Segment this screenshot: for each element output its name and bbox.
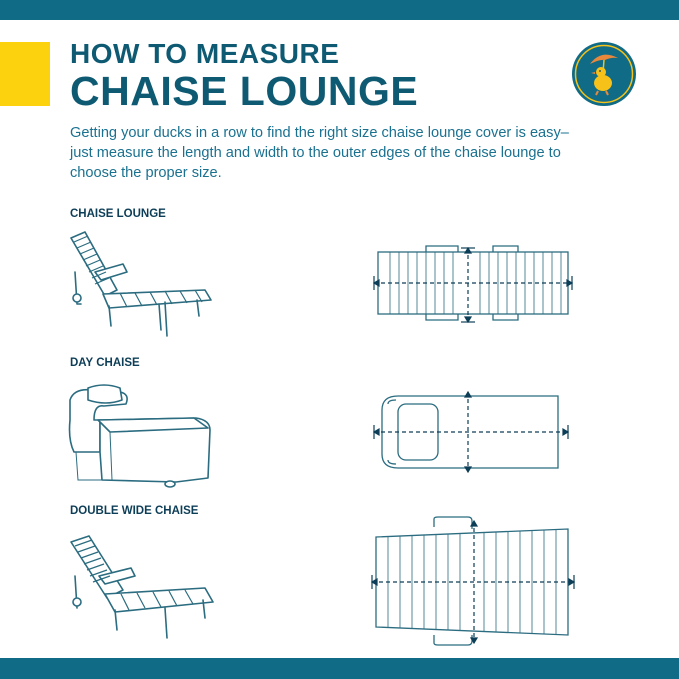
day-chaise-top-view-diagram [368,390,578,474]
bottom-band [0,658,679,679]
chaise-lounge-top-view-diagram [368,240,578,330]
title-line-2: CHAISE LOUNGE [70,68,419,114]
chaise-lounge-illustration [65,228,213,340]
yellow-accent-block [0,42,50,106]
intro-text: Getting your ducks in a row to find the right size chaise lounge cover is easy–just measure the length and width to the outer edges of the chaise lounge to choose the proper size. [70,125,569,181]
day-chaise-illustration [64,380,214,490]
duck-umbrella-logo-icon [571,41,637,107]
title-line-1: HOW TO MEASURE [70,38,340,69]
section-label-double-wide-chaise: DOUBLE WIDE CHAISE [70,505,199,517]
double-wide-chaise-illustration [65,530,217,640]
section-label-day-chaise: DAY CHAISE [70,357,140,369]
section-label-chaise-lounge: CHAISE LOUNGE [70,208,166,220]
top-band [0,0,679,20]
double-wide-chaise-top-view-diagram [368,515,578,650]
